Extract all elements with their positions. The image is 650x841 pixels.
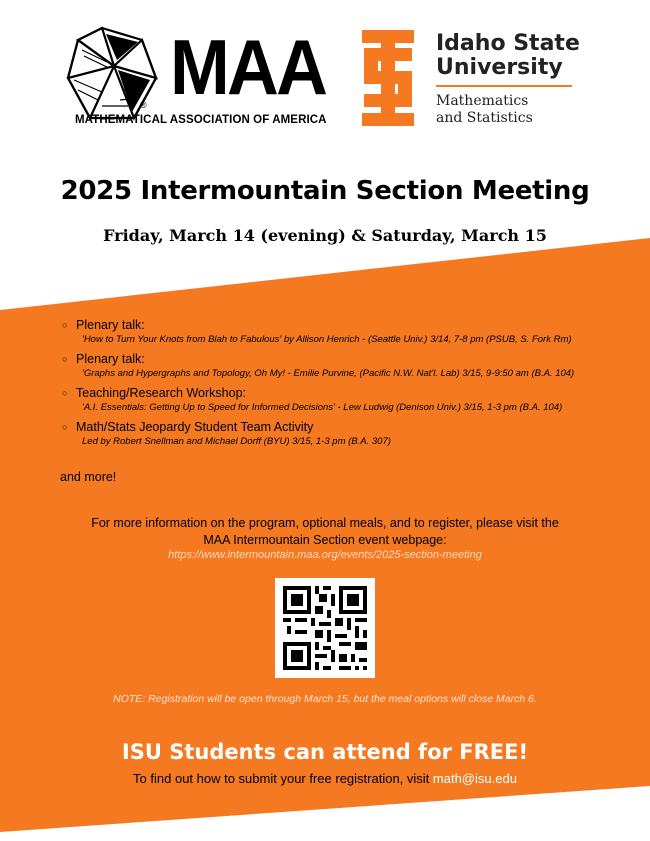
event-detail: Led by Robert Snellman and Michael Dorff (BYU) 3/15, 1-3 pm (B.A. 307) — [82, 436, 391, 447]
info-line1: For more information on the program, optional meals, and to register, please visit the — [91, 516, 559, 530]
qr-code-icon[interactable] — [275, 578, 375, 678]
isu-divider — [436, 85, 572, 87]
event-webpage-link[interactable]: https://www.intermountain.maa.org/events/2025-section-meeting — [168, 549, 482, 561]
free-headline: ISU Students can attend for FREE! — [121, 740, 529, 764]
meeting-dates: Friday, March 14 (evening) & Saturday, March 15 — [103, 226, 547, 245]
event-detail: 'How to Turn Your Knots from Blah to Fabulous' by Allison Henrich - (Seattle Univ.) 3/14, 7-8 pm (PSUB, S. Fork Rm) — [82, 334, 572, 345]
list-item — [62, 420, 642, 448]
isu-logo-icon — [358, 30, 418, 126]
isu-name-line1: Idaho State — [436, 31, 580, 56]
bullet-circle-icon: ○ — [62, 320, 68, 330]
event-type: Plenary talk: — [76, 352, 145, 366]
bullet-circle-icon: ○ — [62, 422, 68, 432]
event-type: Plenary talk: — [76, 318, 145, 332]
isu-dept-line2: and Statistics — [436, 110, 533, 126]
info-line2: MAA Intermountain Section event webpage: — [203, 533, 447, 547]
list-item — [62, 352, 642, 380]
maa-registered-mark: ® — [140, 100, 147, 110]
page-title: 2025 Intermountain Section Meeting — [60, 176, 590, 206]
isu-department — [436, 93, 533, 127]
email-link[interactable]: math@isu.edu — [432, 771, 517, 786]
list-item — [62, 386, 642, 414]
event-list — [62, 318, 642, 454]
event-type: Math/Stats Jeopardy Student Team Activity — [76, 420, 314, 434]
bullet-circle-icon: ○ — [62, 354, 68, 364]
event-type: Teaching/Research Workshop: — [76, 386, 246, 400]
isu-name-line2: University — [436, 55, 563, 80]
registration-note: NOTE: Registration will be open through March 15, but the meal options will close March 6. — [113, 693, 537, 705]
event-detail: 'Graphs and Hypergraphs and Topology, Oh My! - Emilie Purvine, (Pacific N.W. Nat'l. Lab) 3/15, 9-9:50 am (B.A. 104) — [82, 368, 575, 379]
bullet-circle-icon: ○ — [62, 388, 68, 398]
event-detail: 'A.I. Essentials: Getting Up to Speed for Informed Decisions' - Lew Ludwig (Denison Univ.) 3/15, 1-3 pm (B.A. 104) — [82, 402, 563, 413]
free-registration-text: To find out how to submit your free registration, visit — [133, 771, 433, 786]
isu-dept-line1: Mathematics — [436, 93, 529, 109]
info-text — [40, 515, 610, 549]
free-registration-line — [0, 771, 650, 786]
maa-full-name: MATHEMATICAL ASSOCIATION OF AMERICA — [75, 114, 327, 126]
isu-name — [436, 32, 580, 80]
list-item — [62, 318, 642, 346]
maa-wordmark: MAA — [170, 23, 326, 111]
and-more-text: and more! — [60, 470, 117, 484]
